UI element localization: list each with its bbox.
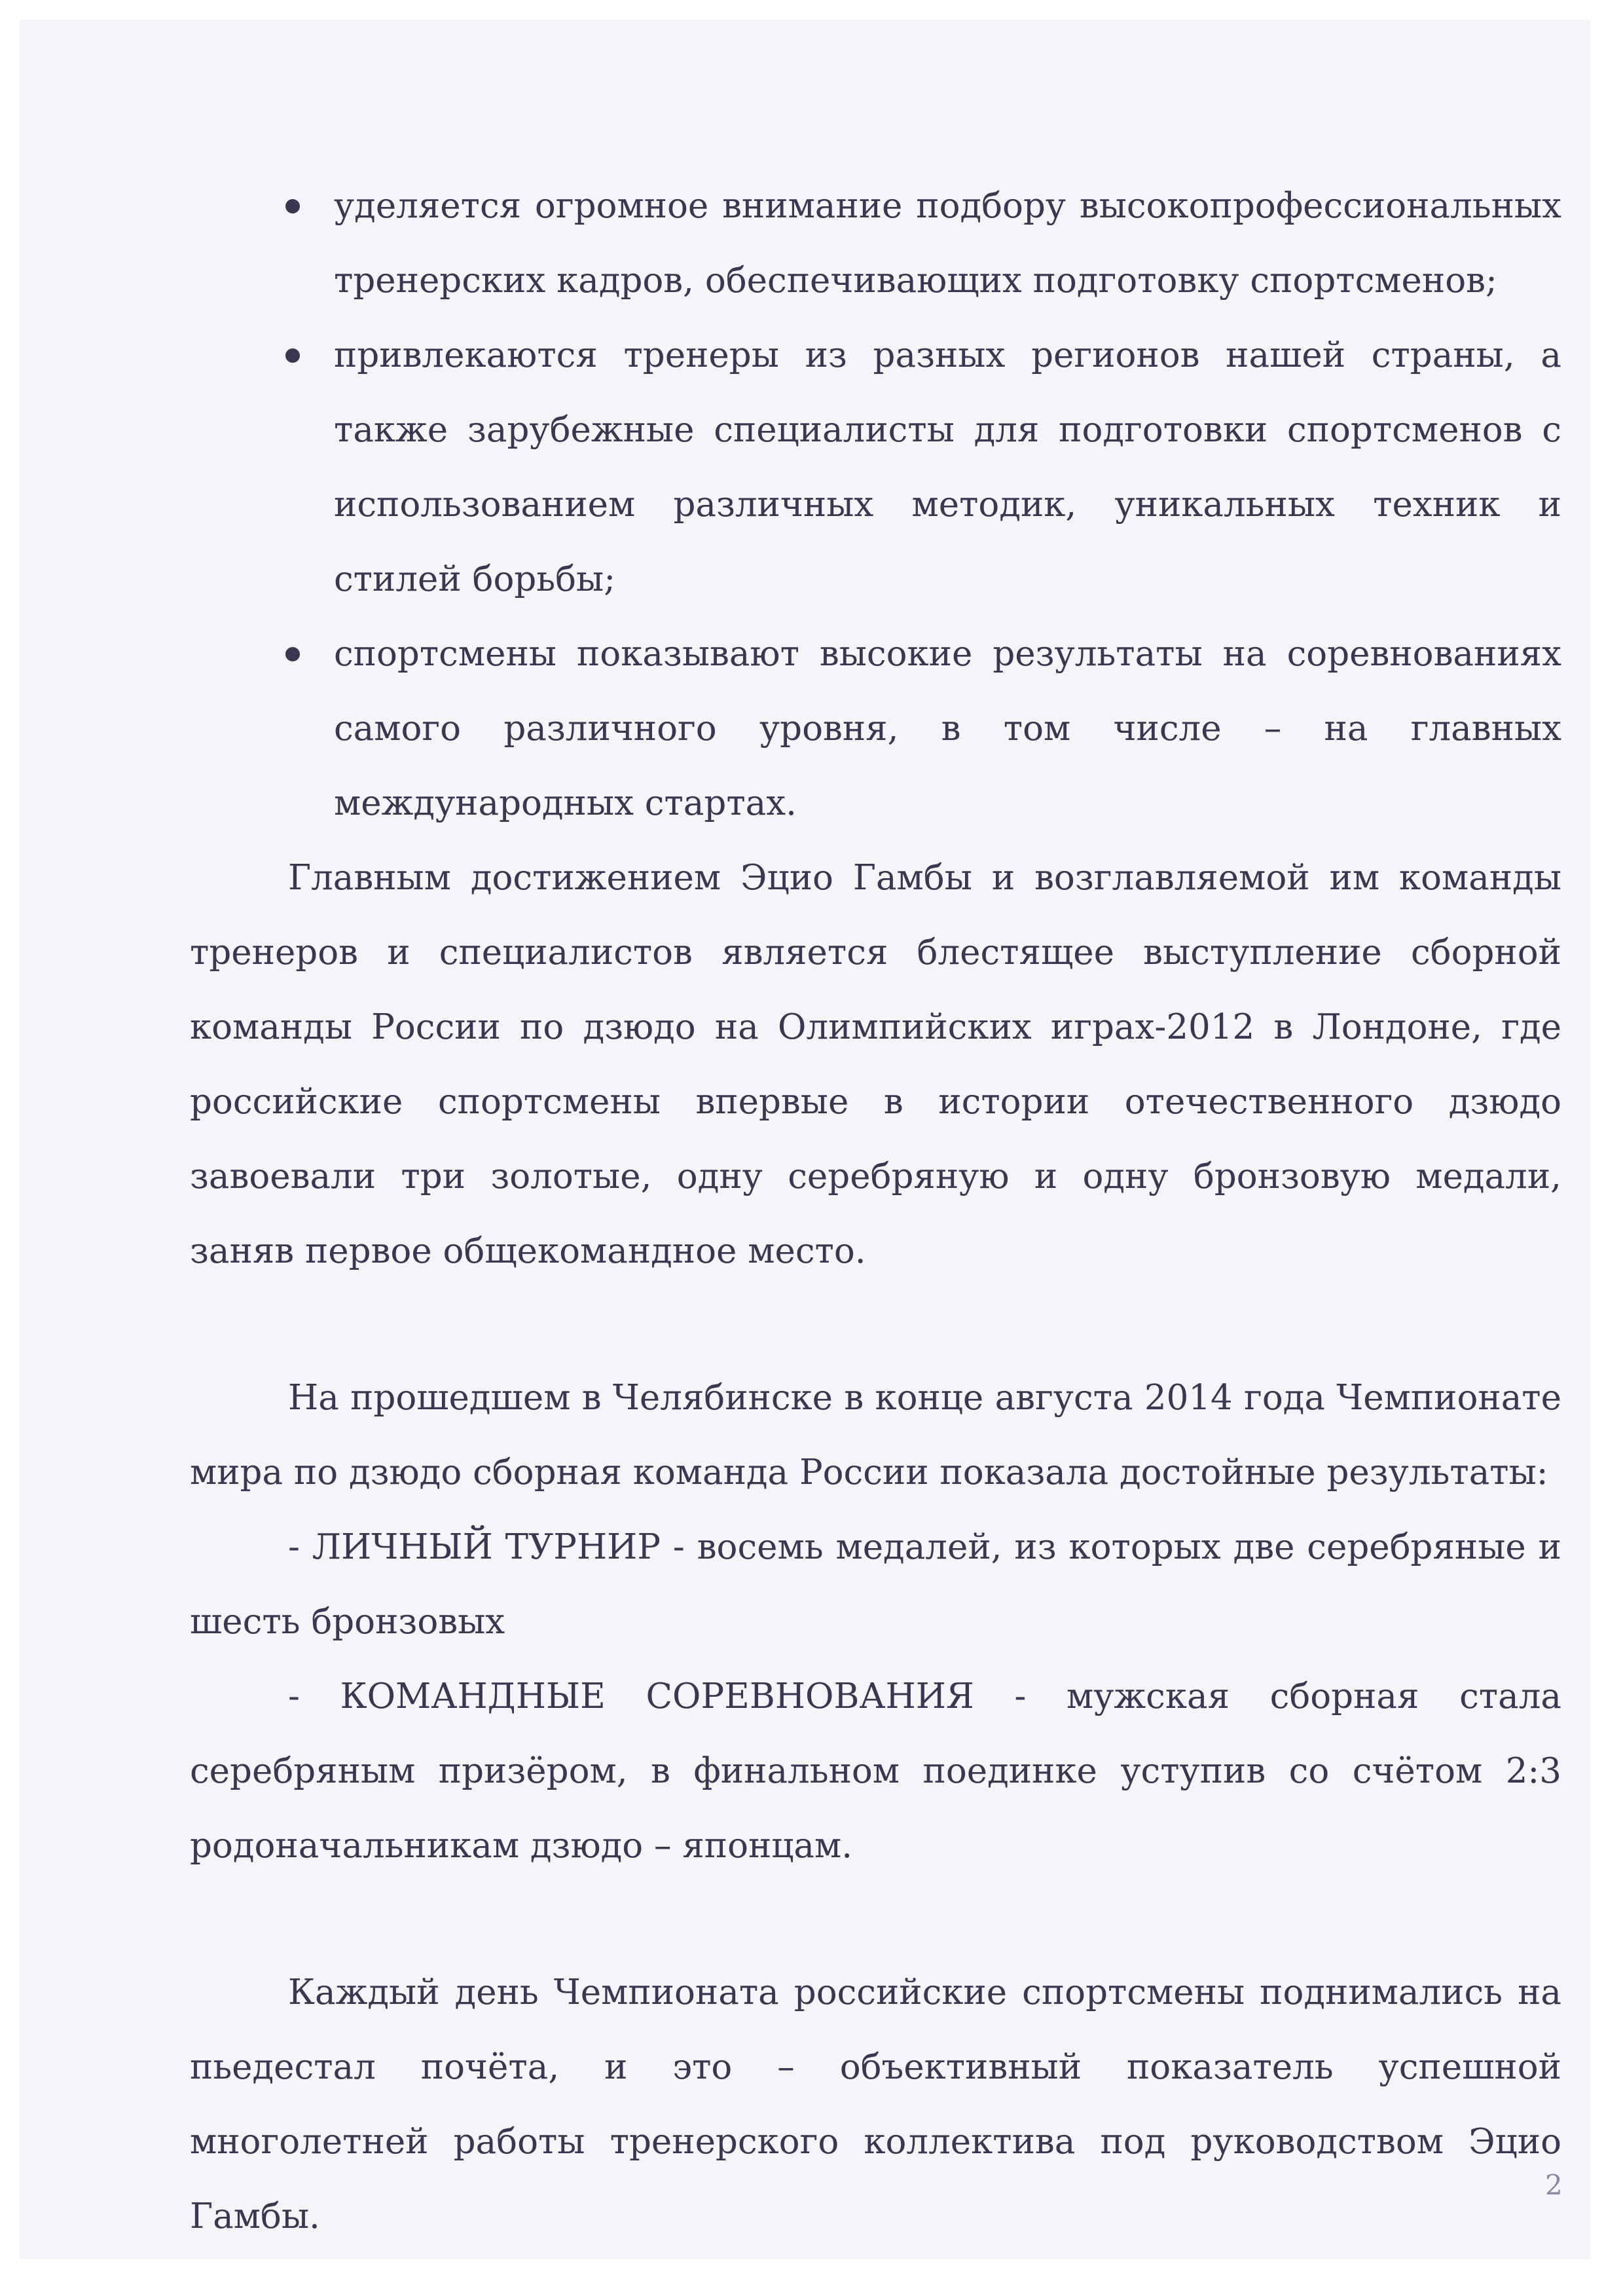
- paragraph-daily-podium: Каждый день Чемпионата российские спортсмены поднимались на пьедестал почёта, и это – объективный показатель успешной многолетней работы тренерского коллектива под руководством Эцио Гамбы.: [190, 1972, 1561, 2236]
- bullet-icon: [285, 348, 300, 363]
- paragraph-spacer: [190, 1883, 1561, 1955]
- bullet-item: [334, 318, 1561, 617]
- bullet-text: спортсмены показывают высокие результаты на соревнованиях самого различного уровня, в том числе – на главных международных стартах.: [334, 634, 1561, 823]
- bullet-item: [334, 617, 1561, 841]
- bullet-text: уделяется огромное внимание подбору высокопрофессиональных тренерских кадров, обеспечивающих подготовку спортсменов;: [334, 186, 1561, 301]
- bullet-icon: [285, 647, 300, 661]
- paragraph-individual-tournament: - ЛИЧНЫЙ ТУРНИР - восемь медалей, из которых две серебряные и шесть бронзовых: [190, 1527, 1561, 1642]
- bullet-text: привлекаются тренеры из разных регионов нашей страны, а также зарубежные специалисты для подготовки спортсменов с использованием различных методик, уникальных техник и стилей борьбы;: [334, 335, 1561, 599]
- bullet-item: [334, 169, 1561, 318]
- paragraph-spacer: [190, 1289, 1561, 1361]
- bullet-icon: [285, 199, 300, 213]
- paragraph-team-competition: - КОМАНДНЫЕ СОРЕВНОВАНИЯ - мужская сборная стала серебряным призёром, в финальном поединке уступив со счётом 2:3 родоначальникам дзюдо – японцам.: [190, 1676, 1561, 1866]
- document-page: [20, 20, 1591, 2259]
- paragraph-achievement: Главным достижением Эцио Гамбы и возглавляемой им команды тренеров и специалистов является блестящее выступление сборной команды России по дзюдо на Олимпийских играх-2012 в Лондоне, где российские спортсмены впервые в истории отечественного дзюдо завоевали три золотые, одну серебряную и одну бронзовую медали, заняв первое общекомандное место.: [190, 858, 1561, 1271]
- bullet-list: [334, 169, 1561, 841]
- document-body: [190, 169, 1561, 2254]
- page-number: 2: [1545, 2169, 1563, 2201]
- paragraph-championship-intro: На прошедшем в Челябинске в конце августа 2014 года Чемпионате мира по дзюдо сборная команда России показала достойные результаты:: [190, 1378, 1561, 1492]
